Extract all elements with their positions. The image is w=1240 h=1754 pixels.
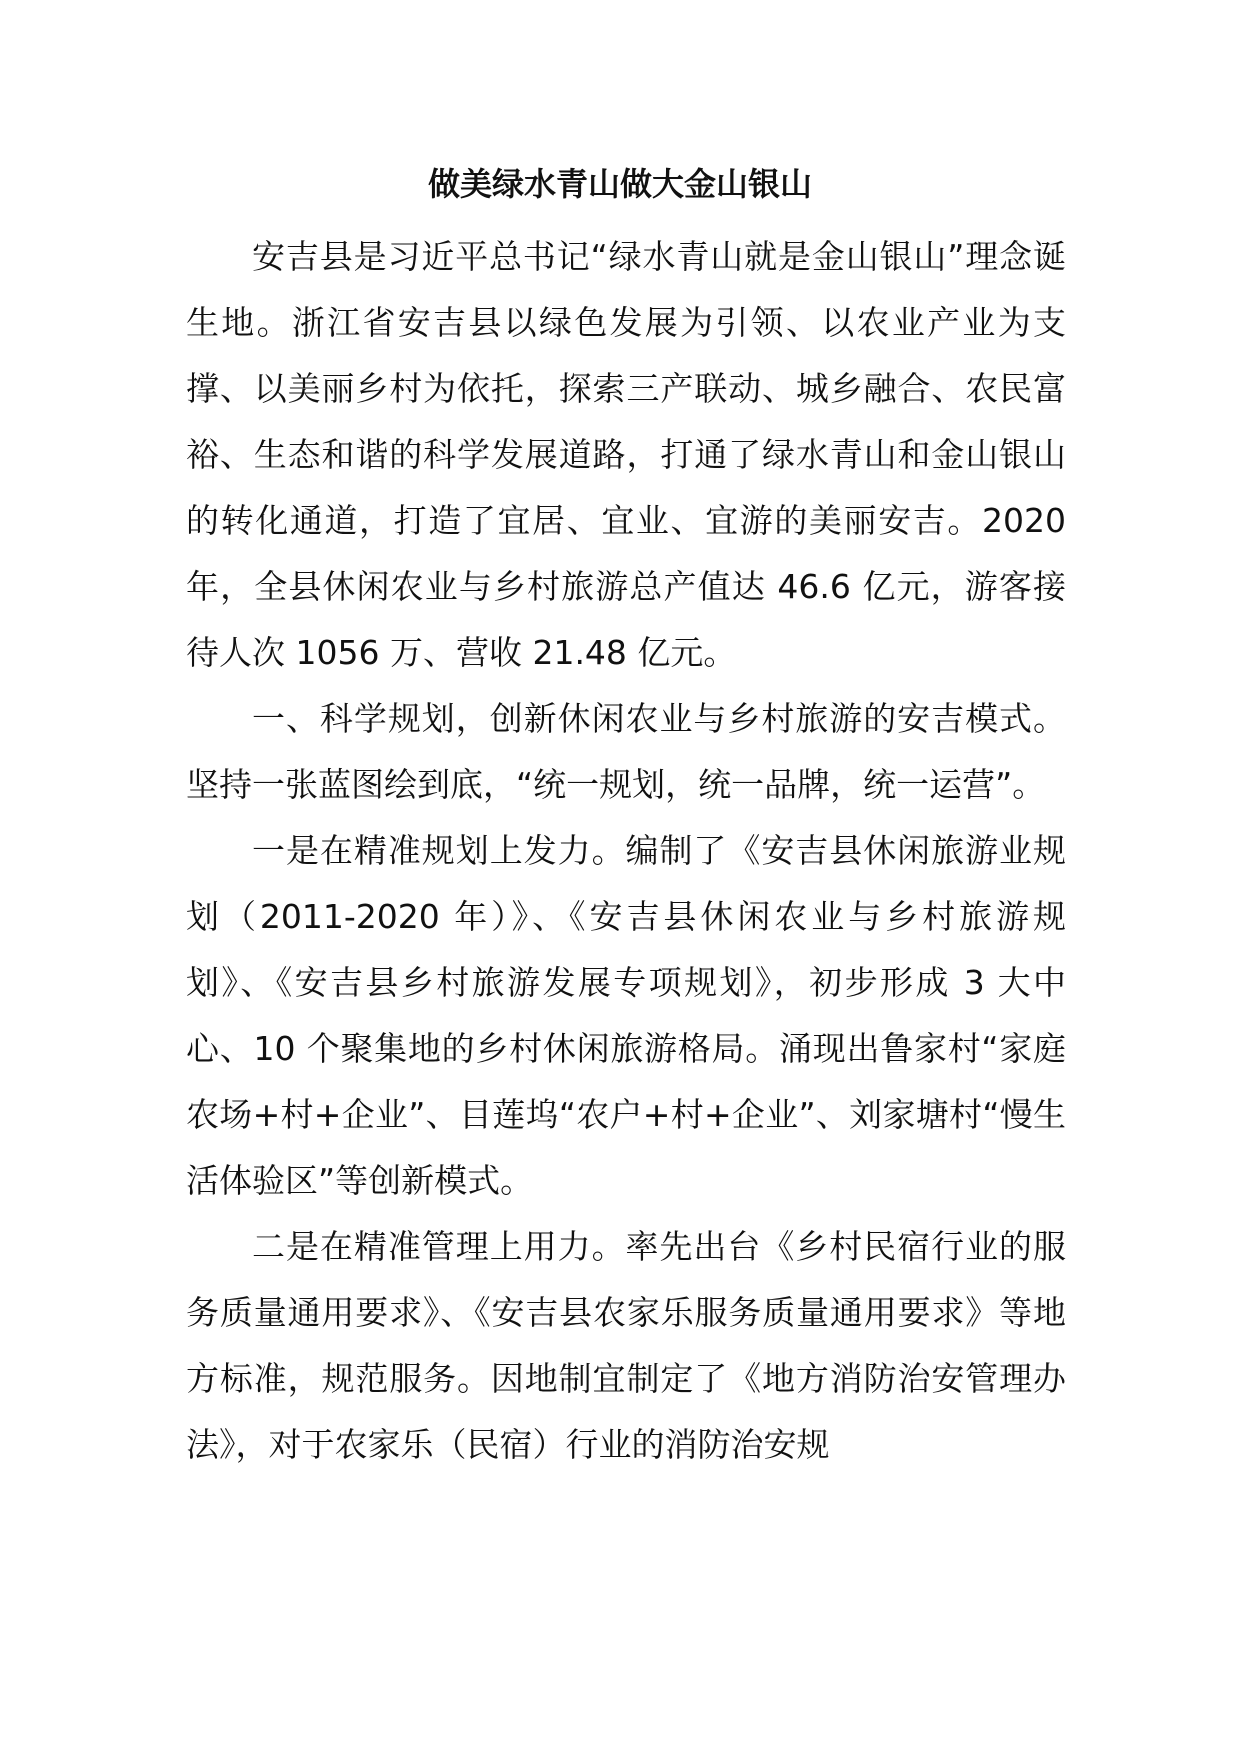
paragraph-section-one: 一、科学规划，创新休闲农业与乡村旅游的安吉模式。坚持一张蓝图绘到底，“统一规划，统一品牌，统一运营”。 (186, 699, 1066, 804)
paragraph-intro: 安吉县是习近平总书记“绿水青山就是金山银山”理念诞生地。浙江省安吉县以绿色发展为引领、以农业产业为支撑、以美丽乡村为依托，探索三产联动、城乡融合、农民富裕、生态和谐的科学发展道路，打通了绿水青山和金山银山的转化通道，打造了宜居、宜业、宜游的美丽安吉。2020 年，全县休闲农业与乡村旅游总产值达 46.6 亿元，游客接待人次 1056 万、营收 21.48 亿元。 (186, 237, 1066, 672)
paragraph-management: 二是在精准管理上用力。率先出台《乡村民宿行业的服务质量通用要求》、《安吉县农家乐服务质量通用要求》等地方标准，规范服务。因地制宜制定了《地方消防治安管理办法》，对于农家乐（民宿）行业的消防治安规 (186, 1227, 1066, 1464)
document-body (186, 224, 1066, 1478)
document-title: 做美绿水青山做大金山银山 (427, 165, 812, 203)
paragraph-planning: 一是在精准规划上发力。编制了《安吉县休闲旅游业规划（2011-2020 年）》、《安吉县休闲农业与乡村旅游规划》、《安吉县乡村旅游发展专项规划》，初步形成 3 大中心、10 个聚集地的乡村休闲旅游格局。涌现出鲁家村“家庭农场+村+企业”、目莲坞“农户+村+企业”、刘家塘村“慢生活体验区”等创新模式。 (186, 831, 1066, 1200)
